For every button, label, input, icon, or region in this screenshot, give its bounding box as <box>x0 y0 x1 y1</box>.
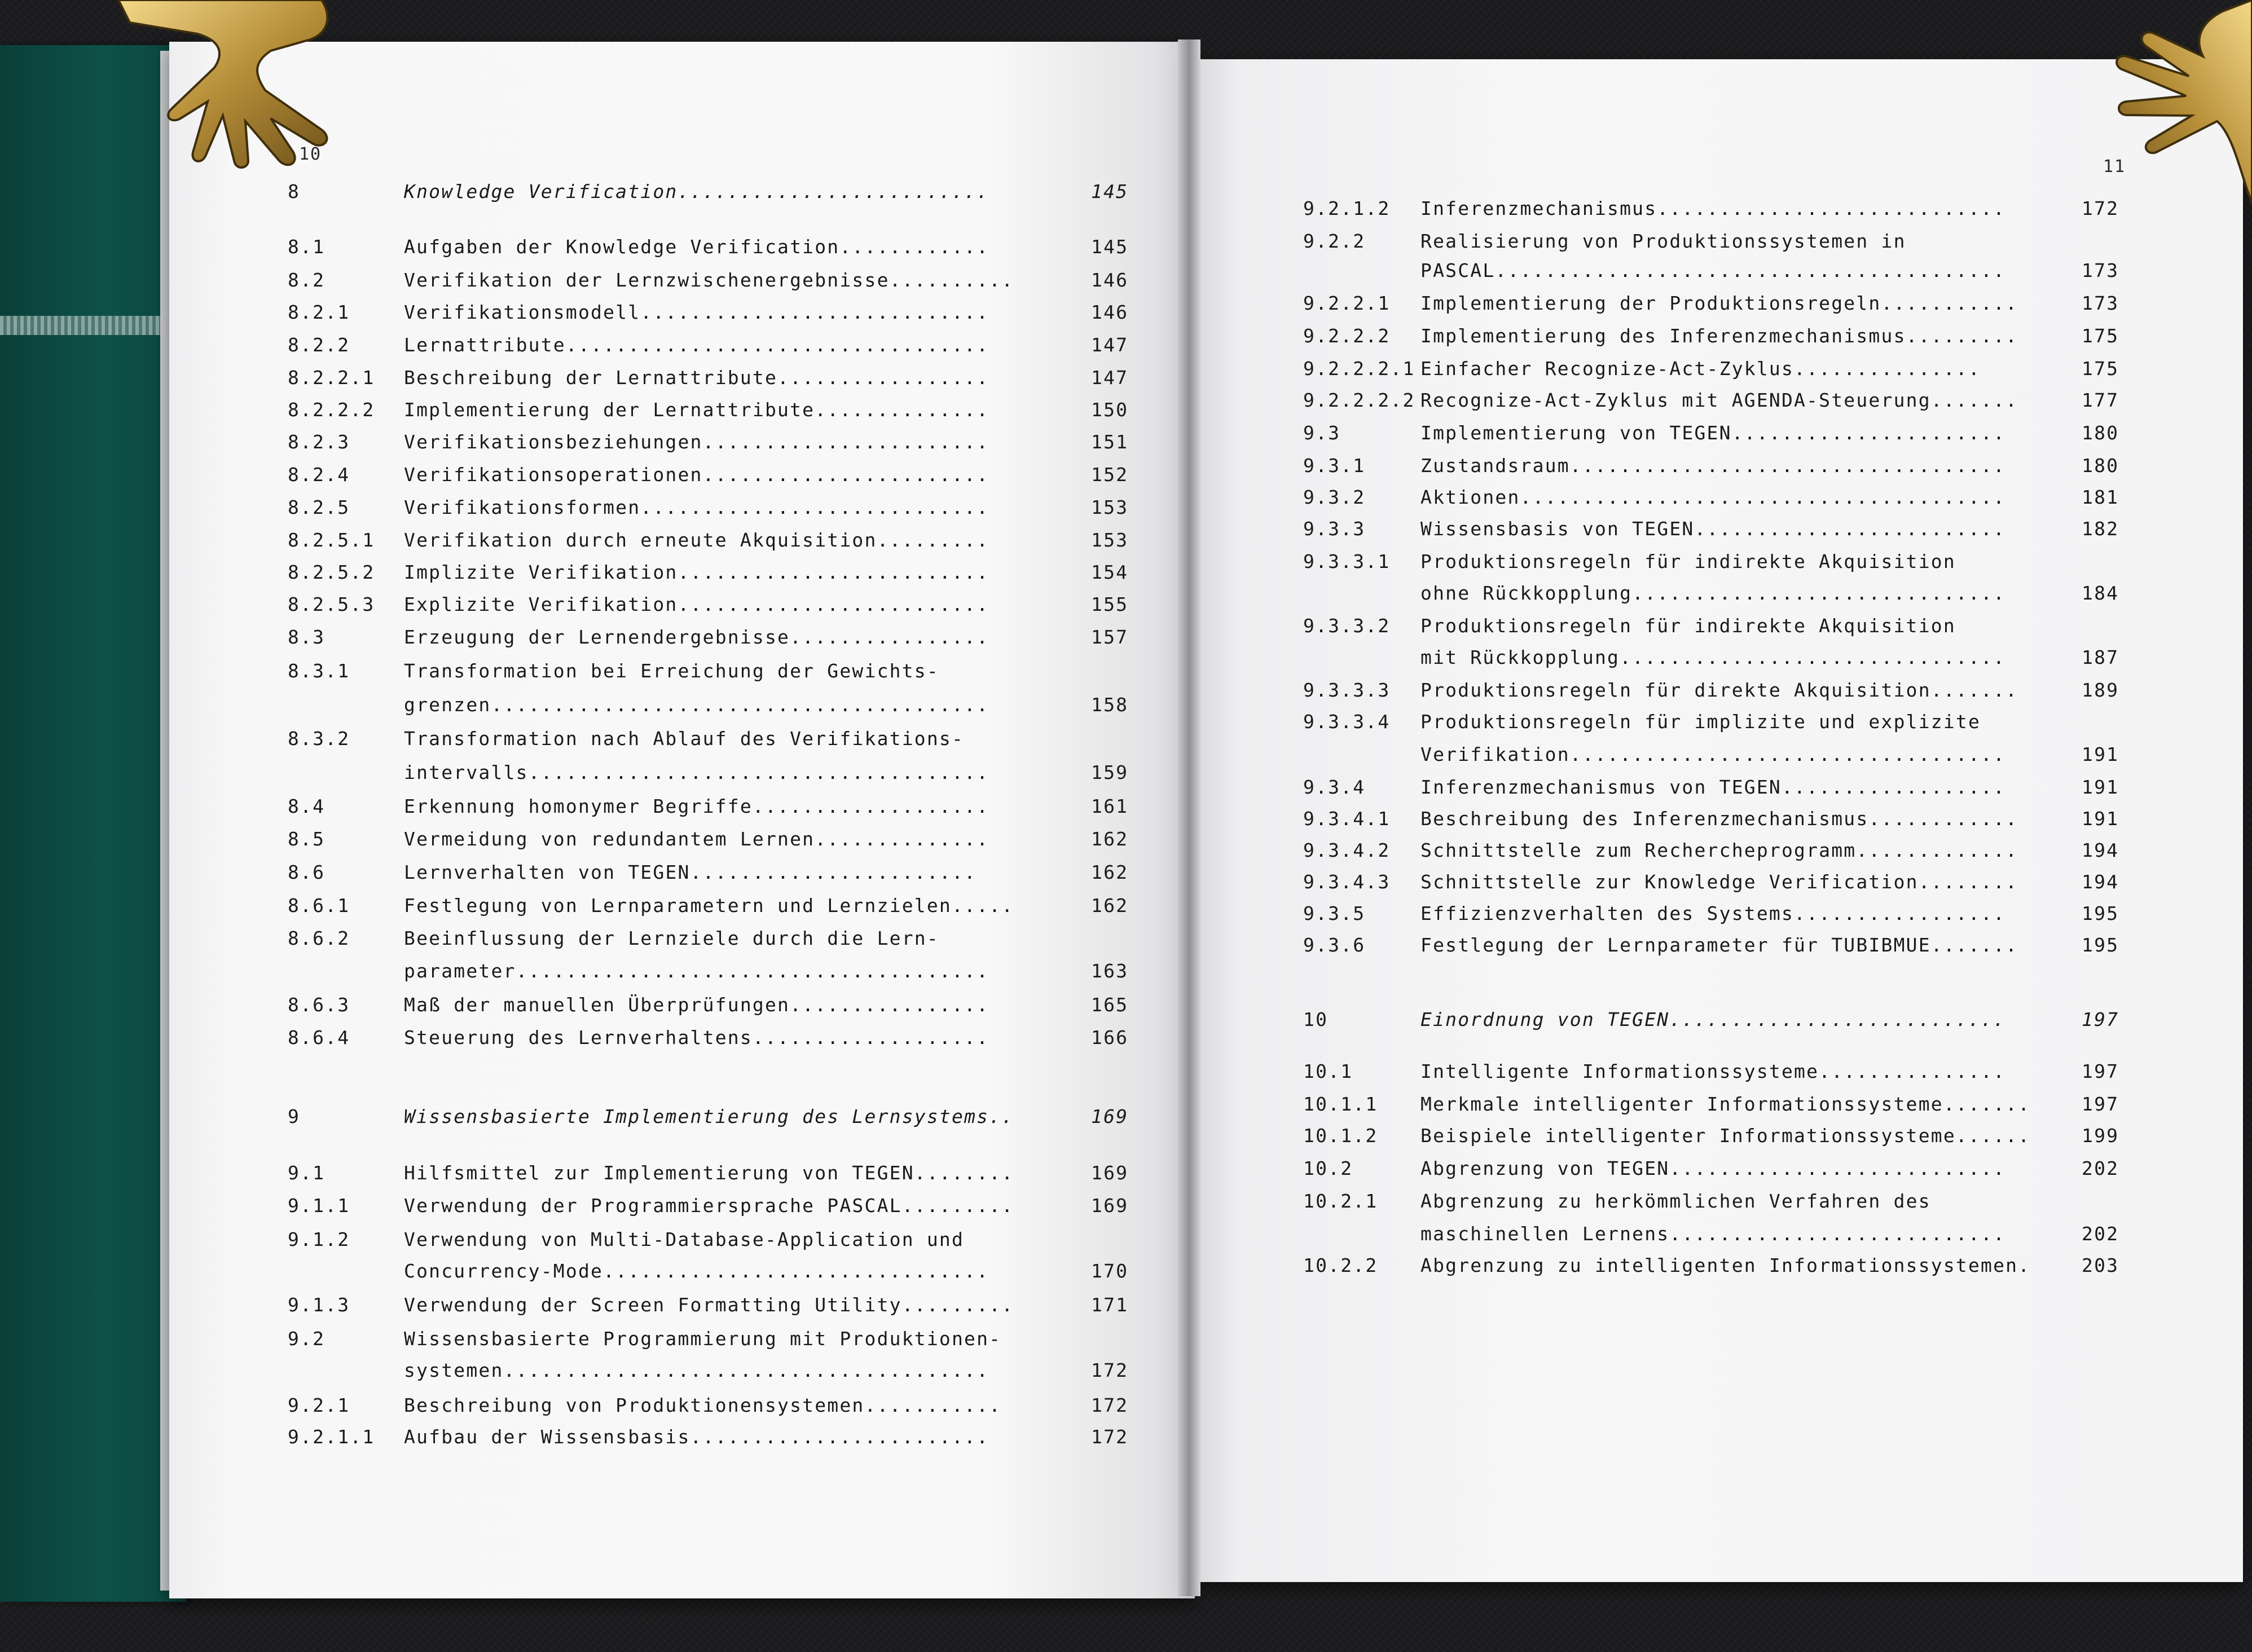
toc-entry-page: 153 <box>1091 496 1129 518</box>
toc-entry-number: 8.2.5.1 <box>288 529 375 551</box>
toc-entry-page: 162 <box>1091 828 1129 850</box>
toc-entry-page: 169 <box>1091 1195 1129 1217</box>
toc-entry-number: 9.3.4 <box>1303 776 1366 798</box>
toc-entry-number: 10.2 <box>1303 1157 1353 1179</box>
toc-entry-title: PASCAL......................................... <box>1420 259 2006 281</box>
toc-entry <box>1303 934 2144 957</box>
toc-entry-page: 202 <box>2082 1157 2119 1179</box>
toc-entry-number: 10.2.2 <box>1303 1254 1378 1276</box>
toc-entry-title: Beispiele intelligenter Informationssysteme...... <box>1420 1125 2031 1147</box>
toc-entry-page: 145 <box>1091 180 1129 202</box>
toc-entry-page: 163 <box>1091 960 1129 982</box>
toc-entry <box>1303 325 2144 347</box>
toc-entry-page: 154 <box>1091 561 1129 583</box>
toc-entry-title: Aufgaben der Knowledge Verification............ <box>404 236 989 258</box>
toc-entry-page: 194 <box>2082 871 2119 893</box>
toc-entry <box>1303 197 2144 220</box>
toc-entry-title: Wissensbasierte Programmierung mit Produktionen- <box>404 1328 1002 1350</box>
toc-entry-title: Verwendung von Multi-Database-Application und <box>404 1228 965 1250</box>
toc-entry-number: 8.2.1 <box>288 301 350 323</box>
toc-entry-number: 9.3.4.3 <box>1303 871 1391 893</box>
toc-entry-number: 10.2.1 <box>1303 1190 1378 1212</box>
toc-entry <box>1303 1060 2144 1083</box>
toc-entry-page: 172 <box>2082 197 2119 219</box>
toc-entry-page: 162 <box>1091 895 1129 917</box>
toc-entry-number: 8.6.1 <box>288 895 350 917</box>
toc-entry <box>1303 358 2144 380</box>
toc-entry-page: 170 <box>1091 1260 1129 1282</box>
toc-entry-page: 150 <box>1091 399 1129 421</box>
toc-entry-page: 169 <box>1091 1105 1129 1127</box>
toc-entry-page: 172 <box>1091 1426 1129 1448</box>
toc-entry-number: 9.1.2 <box>288 1228 350 1250</box>
toc-entry-page: 175 <box>2082 358 2119 380</box>
toc-entry-title: Erzeugung der Lernendergebnisse................ <box>404 626 989 648</box>
toc-entry-page: 165 <box>1091 994 1129 1016</box>
toc-entry <box>1303 422 2144 444</box>
toc-entry-title: Schnittstelle zur Knowledge Verification........ <box>1420 871 2018 893</box>
toc-entry-number: 9.3.6 <box>1303 934 1366 956</box>
toc-entry-page: 161 <box>1091 795 1129 817</box>
toc-entry-page: 197 <box>2082 1060 2119 1082</box>
toc-entry-title: Transformation bei Erreichung der Gewichts- <box>404 660 939 682</box>
toc-entry-page: 197 <box>2082 1093 2119 1115</box>
toc-entry-title: Explizite Verifikation......................... <box>404 593 989 615</box>
toc-entry-page: 162 <box>1091 861 1129 883</box>
toc-entry-page: 199 <box>2082 1125 2119 1147</box>
toc-entry-title: Einordnung von TEGEN........................... <box>1420 1008 2006 1030</box>
toc-entry-number: 9.3.4.1 <box>1303 808 1391 830</box>
toc-entry-page: 202 <box>2082 1223 2119 1245</box>
toc-entry-page: 187 <box>2082 646 2119 668</box>
toc-entry-page: 146 <box>1091 269 1129 291</box>
toc-entry-page: 152 <box>1091 464 1129 486</box>
toc-entry-number: 9.2.1 <box>288 1394 350 1416</box>
toc-entry-title: Abgrenzung zu herkömmlichen Verfahren des <box>1420 1190 1931 1212</box>
toc-entry <box>1303 1157 2144 1180</box>
toc-entry-page: 166 <box>1091 1027 1129 1049</box>
toc-entry-number: 8.2.5 <box>288 496 350 518</box>
toc-entry-title: Schnittstelle zum Rechercheprogramm............. <box>1420 839 2018 861</box>
toc-entry-number: 8.3 <box>288 626 326 648</box>
toc-entry-page: 159 <box>1091 761 1129 783</box>
toc-entry <box>1303 550 2144 573</box>
toc-entry-number: 9.3.3.1 <box>1303 550 1391 572</box>
toc-entry-title: Transformation nach Ablauf des Verifikations- <box>404 728 965 750</box>
toc-entry-number: 10.1.2 <box>1303 1125 1378 1147</box>
toc-entry <box>1303 1223 2144 1245</box>
toc-entry <box>1303 871 2144 893</box>
toc-entry <box>1303 615 2144 637</box>
toc-entry-page: 191 <box>2082 808 2119 830</box>
right-page-number: 11 <box>2103 157 2126 177</box>
toc-entry-page: 191 <box>2082 776 2119 798</box>
toc-entry-number: 8.6.4 <box>288 1027 350 1049</box>
toc-entry-page: 203 <box>2082 1254 2119 1276</box>
toc-entry-number: 9 <box>288 1105 301 1127</box>
toc-entry-title: Aktionen....................................... <box>1420 486 2006 508</box>
toc-entry-title: Beschreibung des Inferenzmechanismus............ <box>1420 808 2018 830</box>
toc-entry-number: 8.2.5.3 <box>288 593 375 615</box>
toc-entry <box>1303 902 2144 925</box>
toc-entry <box>1303 259 2144 282</box>
toc-entry-page: 157 <box>1091 626 1129 648</box>
toc-entry-page: 195 <box>2082 902 2119 924</box>
toc-entry-page: 182 <box>2082 518 2119 540</box>
toc-entry-title: Steuerung des Lernverhaltens................... <box>404 1027 989 1049</box>
toc-entry-page: 177 <box>2082 389 2119 411</box>
toc-entry-number: 8.6.2 <box>288 927 350 949</box>
toc-entry-page: 169 <box>1091 1162 1129 1184</box>
toc-entry-title: intervalls..................................... <box>404 761 989 783</box>
toc-entry-number: 9.3.4.2 <box>1303 839 1391 861</box>
toc-entry-title: ohne Rückkopplung.............................. <box>1420 582 2006 604</box>
toc-entry-number: 9.2.1.1 <box>288 1426 375 1448</box>
toc-entry-title: Inferenzmechanismus von TEGEN.................. <box>1420 776 2006 798</box>
toc-entry <box>1303 292 2144 315</box>
toc-entry-number: 9.3.1 <box>1303 455 1366 477</box>
toc-entry-page: 153 <box>1091 529 1129 551</box>
toc-entry-title: Maß der manuellen Überprüfungen................ <box>404 994 989 1016</box>
toc-entry-title: Abgrenzung zu intelligenten Informationssystemen. <box>1420 1254 2031 1276</box>
toc-entry-number: 8.2.2.1 <box>288 367 375 389</box>
toc-entry-number: 9.3.2 <box>1303 486 1366 508</box>
toc-entry-number: 8.1 <box>288 236 326 258</box>
toc-entry-title: Recognize-Act-Zyklus mit AGENDA-Steuerung....... <box>1420 389 2018 411</box>
toc-entry-title: Wissensbasierte Implementierung des Lernsystems.. <box>404 1105 1014 1127</box>
toc-entry-title: Verifikation durch erneute Akquisition......... <box>404 529 989 551</box>
toc-entry <box>1303 711 2144 733</box>
toc-entry <box>1303 1190 2144 1213</box>
toc-entry-title: Lernattribute.................................. <box>404 334 989 356</box>
toc-entry-number: 8.6.3 <box>288 994 350 1016</box>
toc-entry-title: Verifikation................................... <box>1420 743 2006 765</box>
toc-entry-page: 181 <box>2082 486 2119 508</box>
toc-entry-title: Wissensbasis von TEGEN......................... <box>1420 518 2006 540</box>
toc-entry <box>1303 1254 2144 1277</box>
toc-entry-page: 184 <box>2082 582 2119 604</box>
toc-entry-number: 8.2.3 <box>288 431 350 453</box>
toc-entry-page: 145 <box>1091 236 1129 258</box>
toc-entry-title: Vermeidung von redundantem Lernen.............. <box>404 828 989 850</box>
toc-entry <box>1303 743 2144 766</box>
toc-entry-number: 9.2 <box>288 1328 326 1350</box>
toc-entry-title: maschinellen Lernens........................... <box>1420 1223 2006 1245</box>
toc-entry-number: 9.1.3 <box>288 1294 350 1316</box>
toc-entry-title: Inferenzmechanismus............................ <box>1420 197 2006 219</box>
toc-entry <box>1303 582 2144 605</box>
toc-entry-number: 9.3.3.4 <box>1303 711 1391 733</box>
toc-entry <box>1303 230 2144 253</box>
toc-entry-title: Merkmale intelligenter Informationssysteme....... <box>1420 1093 2031 1115</box>
toc-entry-title: Implizite Verifikation......................... <box>404 561 989 583</box>
toc-entry-number: 8 <box>288 180 301 202</box>
toc-entry-number: 8.2.2.2 <box>288 399 375 421</box>
toc-entry-number: 9.2.2.2.2 <box>1303 389 1415 411</box>
toc-entry <box>1303 839 2144 862</box>
toc-entry-page: 146 <box>1091 301 1129 323</box>
toc-entry-number: 8.2.2 <box>288 334 350 356</box>
toc-entry-page: 158 <box>1091 694 1129 716</box>
toc-entry-number: 8.3.1 <box>288 660 350 682</box>
toc-entry-title: Implementierung der Produktionsregeln........... <box>1420 292 2018 314</box>
toc-entry-title: Implementierung von TEGEN...................... <box>1420 422 2006 444</box>
toc-entry-page: 194 <box>2082 839 2119 861</box>
toc-entry <box>1303 518 2144 540</box>
toc-entry-number: 9.3.3.2 <box>1303 615 1391 637</box>
toc-entry-title: Effizienzverhalten des Systems................. <box>1420 902 2006 924</box>
toc-entry-title: Verifikation der Lernzwischenergebnisse.......... <box>404 269 1014 291</box>
toc-entry-number: 8.4 <box>288 795 326 817</box>
toc-entry-title: Produktionsregeln für implizite und explizite <box>1420 711 1981 733</box>
toc-entry-page: 180 <box>2082 455 2119 477</box>
toc-entry-title: Verifikationsformen............................ <box>404 496 989 518</box>
toc-entry-title: Produktionsregeln für direkte Akquisition....... <box>1420 679 2018 701</box>
toc-entry-title: Intelligente Informationssysteme............... <box>1420 1060 2006 1082</box>
toc-entry <box>1303 679 2144 702</box>
toc-entry-title: grenzen........................................ <box>404 694 989 716</box>
toc-entry-page: 171 <box>1091 1294 1129 1316</box>
toc-entry-page: 172 <box>1091 1394 1129 1416</box>
toc-entry-number: 9.3 <box>1303 422 1341 444</box>
toc-entry-title: Beschreibung der Lernattribute................. <box>404 367 989 389</box>
toc-entry-number: 9.1.1 <box>288 1195 350 1217</box>
toc-entry-title: Aufbau der Wissensbasis........................ <box>404 1426 989 1448</box>
toc-entry-page: 197 <box>2082 1008 2119 1030</box>
toc-entry-number: 10.1 <box>1303 1060 1353 1082</box>
toc-entry-title: Einfacher Recognize-Act-Zyklus............... <box>1420 358 1981 380</box>
toc-entry-number: 8.2.5.2 <box>288 561 375 583</box>
toc-entry-title: Festlegung der Lernparameter für TUBIBMUE....... <box>1420 934 2018 956</box>
toc-entry-page: 147 <box>1091 367 1129 389</box>
toc-entry-title: Hilfsmittel zur Implementierung von TEGEN........ <box>404 1162 1014 1184</box>
toc-entry-title: Abgrenzung von TEGEN........................... <box>1420 1157 2006 1179</box>
toc-entry-number: 9.1 <box>288 1162 326 1184</box>
toc-entry-number: 8.3.2 <box>288 728 350 750</box>
toc-entry-number: 9.3.3 <box>1303 518 1366 540</box>
toc-entry <box>1303 389 2144 412</box>
toc-entry-number: 8.2 <box>288 269 326 291</box>
toc-entry-number: 8.2.4 <box>288 464 350 486</box>
toc-entry-page: 155 <box>1091 593 1129 615</box>
toc-entry-number: 8.6 <box>288 861 326 883</box>
toc-entry-page: 175 <box>2082 325 2119 347</box>
toc-entry-title: Beschreibung von Produktionensystemen........... <box>404 1394 1002 1416</box>
toc-entry-title: Verwendung der Screen Formatting Utility......... <box>404 1294 1014 1316</box>
toc-entry-page: 189 <box>2082 679 2119 701</box>
toc-entry-title: Zustandsraum................................... <box>1420 455 2006 477</box>
toc-entry <box>1303 808 2144 830</box>
toc-entry-page: 180 <box>2082 422 2119 444</box>
toc-entry <box>1303 455 2144 477</box>
toc-entry-title: Verifikationsbeziehungen....................... <box>404 431 989 453</box>
toc-entry-title: Implementierung der Lernattribute.............. <box>404 399 989 421</box>
toc-entry-title: Verifikationsmodell............................ <box>404 301 989 323</box>
toc-entry-title: Knowledge Verification......................... <box>404 180 989 202</box>
toc-entry-number: 9.3.5 <box>1303 902 1366 924</box>
toc-entry-page: 195 <box>2082 934 2119 956</box>
toc-entry-title: Lernverhalten von TEGEN....................... <box>404 861 977 883</box>
toc-entry-page: 173 <box>2082 292 2119 314</box>
toc-entry-title: Produktionsregeln für indirekte Akquisition <box>1420 615 1956 637</box>
toc-entry-title: Beeinflussung der Lernziele durch die Lern- <box>404 927 939 949</box>
toc-entry-title: Concurrency-Mode............................... <box>404 1260 989 1282</box>
toc-entry-title: Produktionsregeln für indirekte Akquisition <box>1420 550 1956 572</box>
toc-entry-title: Implementierung des Inferenzmechanismus......... <box>1420 325 2018 347</box>
toc-entry-number: 9.2.2 <box>1303 230 1366 252</box>
toc-entry-page: 172 <box>1091 1359 1129 1381</box>
toc-entry-number: 10.1.1 <box>1303 1093 1378 1115</box>
toc-entry <box>1303 1093 2144 1116</box>
toc-entry-title: mit Rückkopplung............................... <box>1420 646 2006 668</box>
toc-entry-title: Realisierung von Produktionssystemen in <box>1420 230 1906 252</box>
toc-entry-number: 9.2.2.1 <box>1303 292 1391 314</box>
toc-entry-number: 9.2.2.2.1 <box>1303 358 1415 380</box>
toc-entry-number: 9.3.3.3 <box>1303 679 1391 701</box>
toc-entry-page: 173 <box>2082 259 2119 281</box>
toc-entry-title: Festlegung von Lernparametern und Lernzielen..... <box>404 895 1014 917</box>
toc-entry-title: Verwendung der Programmiersprache PASCAL......... <box>404 1195 1014 1217</box>
toc-entry <box>1303 1125 2144 1147</box>
toc-entry-number: 10 <box>1303 1008 1329 1030</box>
toc-entry-title: Erkennung homonymer Begriffe................... <box>404 795 989 817</box>
toc-entry-title: Verifikationsoperationen....................... <box>404 464 989 486</box>
toc-entry <box>1303 1008 2144 1031</box>
toc-entry-title: systemen....................................... <box>404 1359 989 1381</box>
toc-entry <box>1303 646 2144 669</box>
toc-entry <box>1303 486 2144 509</box>
toc-entry-page: 151 <box>1091 431 1129 453</box>
toc-entry-page: 147 <box>1091 334 1129 356</box>
toc-entry <box>1303 776 2144 799</box>
left-page-number: 10 <box>299 144 322 164</box>
toc-entry-number: 9.2.1.2 <box>1303 197 1391 219</box>
toc-entry-number: 8.5 <box>288 828 326 850</box>
toc-entry-number: 9.2.2.2 <box>1303 325 1391 347</box>
toc-entry-title: parameter...................................... <box>404 960 989 982</box>
toc-entry-page: 191 <box>2082 743 2119 765</box>
